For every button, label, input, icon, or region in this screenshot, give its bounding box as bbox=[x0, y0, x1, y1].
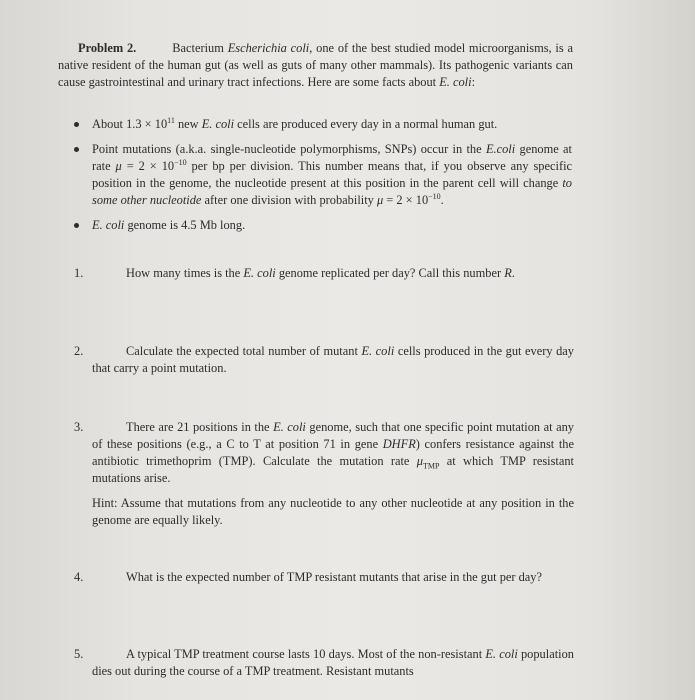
fact-text: after one division with probability bbox=[201, 193, 377, 207]
species-short: E. coli bbox=[273, 420, 306, 434]
exponent: −10 bbox=[428, 191, 441, 201]
question-text bbox=[92, 343, 574, 377]
q-text: Calculate the expected total number of mutant bbox=[126, 344, 362, 358]
q-text: How many times is the bbox=[126, 266, 244, 280]
q-text: population dies out during the course of a TMP treatment. Resistant mutants bbox=[92, 647, 574, 678]
intro-text: , one of the best studied model microorganisms, is a native resident of the human gut (as well as guts of many other mammals). Its pathogenic variants can cause gastrointestinal and urinary tract infections. Here are some facts about bbox=[58, 41, 573, 89]
species-short: E. coli bbox=[361, 344, 395, 358]
exponent: 11 bbox=[167, 115, 175, 125]
question-3 bbox=[74, 419, 574, 529]
bullet-icon bbox=[74, 223, 79, 228]
bullet-icon bbox=[74, 122, 79, 127]
fact-item bbox=[72, 217, 572, 234]
fact-text: About 1.3 × 10 bbox=[92, 117, 168, 131]
fact-text: genome is 4.5 Mb long. bbox=[124, 218, 246, 232]
species-short: E. coli bbox=[439, 75, 472, 89]
species-short: E. coli bbox=[92, 218, 125, 232]
fact-text: . bbox=[440, 193, 444, 207]
q-text: cells produced in the gut every day that carry a point mutation. bbox=[92, 344, 574, 375]
mu-symbol: μ bbox=[115, 159, 122, 173]
bullet-icon bbox=[74, 147, 79, 152]
facts-list bbox=[72, 116, 572, 242]
problem-intro bbox=[58, 40, 573, 91]
q-text: What is the expected number of TMP resistant mutants that arise in the gut per day? bbox=[126, 570, 543, 584]
fact-text: = 2 × 10 bbox=[121, 159, 175, 173]
q-text: A typical TMP treatment course lasts 10 days. Most of the non-resistant bbox=[126, 647, 486, 661]
species-short: E. coli bbox=[485, 647, 518, 661]
fact-text: cells are produced every day in a normal human gut. bbox=[234, 117, 498, 131]
question-4 bbox=[74, 569, 574, 586]
species-name: Escherichia coli bbox=[227, 41, 310, 55]
species-short: E.coli bbox=[485, 142, 516, 156]
fact-text: genome at rate bbox=[92, 142, 572, 173]
mu-symbol: μ bbox=[376, 193, 384, 207]
q-text: genome, such that one specific point mutation at any of these positions (e.g., a C to T at position 71 in gene bbox=[92, 420, 574, 451]
q-text: ) confers resistance against the antibiotic trimethoprim (TMP). Calculate the mutation rate bbox=[92, 437, 574, 468]
question-number: 5. bbox=[74, 647, 84, 661]
question-text bbox=[92, 569, 574, 586]
question-text bbox=[92, 646, 574, 680]
question-text bbox=[92, 419, 574, 487]
q-text: at which TMP resistant mutations arise. bbox=[92, 454, 574, 485]
problem-heading: Problem 2. bbox=[78, 41, 137, 55]
q-text: genome replicated per day? Call this number bbox=[275, 266, 505, 280]
question-text bbox=[92, 265, 574, 282]
variable: R bbox=[504, 266, 512, 280]
species-short: E. coli bbox=[201, 117, 235, 131]
fact-text: per bp per division. This number means that, if you observe any specific position in the genome, the nucleotide present at this position in the parent cell will change bbox=[92, 159, 573, 190]
question-number: 4. bbox=[74, 570, 84, 584]
intro-text: : bbox=[471, 75, 476, 89]
q-text: There are 21 positions in the bbox=[126, 420, 274, 434]
fact-text: Point mutations (a.k.a. single-nucleotide polymorphisms, SNPs) occur in the bbox=[92, 142, 486, 156]
question-5 bbox=[74, 646, 574, 680]
emphasis: to some other nucleotide bbox=[92, 176, 572, 207]
fact-text: = 2 × 10 bbox=[383, 193, 429, 207]
question-hint: Hint: Assume that mutations from any nucleotide to any other nucleotide at any position in the genome are equally likely. bbox=[92, 496, 574, 527]
question-2 bbox=[74, 343, 574, 377]
mu-symbol: μ bbox=[416, 454, 423, 468]
fact-item bbox=[72, 116, 572, 133]
fact-item bbox=[72, 141, 572, 209]
fact-text: new bbox=[174, 117, 202, 131]
gene-name: DHFR bbox=[382, 437, 416, 451]
exponent: −10 bbox=[174, 157, 187, 167]
question-number: 2. bbox=[74, 344, 84, 358]
intro-text: Bacterium bbox=[172, 41, 228, 55]
question-number: 1. bbox=[74, 266, 84, 280]
q-text: . bbox=[511, 266, 515, 280]
subscript: TMP bbox=[422, 461, 440, 471]
species-short: E. coli bbox=[243, 266, 276, 280]
question-number: 3. bbox=[74, 420, 84, 434]
question-1 bbox=[74, 265, 574, 282]
